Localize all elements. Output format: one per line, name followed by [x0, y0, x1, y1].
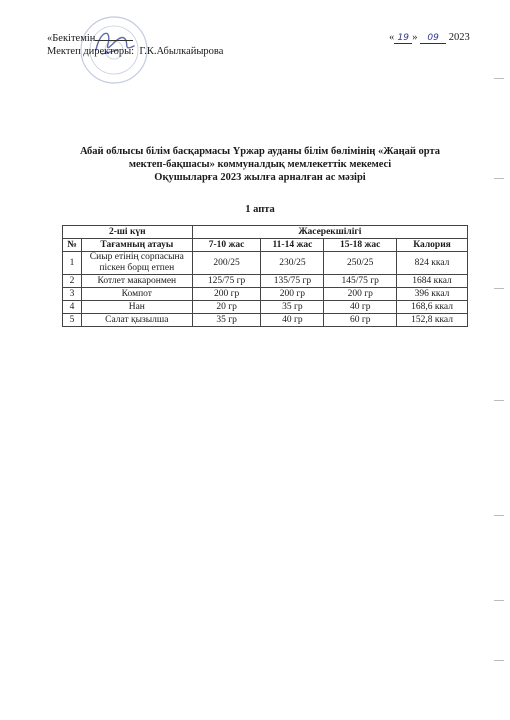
- scan-mark: [494, 400, 504, 401]
- row-calories: 1684 ккал: [397, 275, 468, 288]
- row-dish-name: Салат қызылша: [81, 314, 192, 327]
- row-portion-11-14: 40 гр: [261, 314, 324, 327]
- row-portion-11-14: 200 гр: [261, 288, 324, 301]
- date-close-quote: »: [412, 32, 418, 43]
- col-calorie-header: Калория: [397, 239, 468, 252]
- director-name: Г.К.Абылкайырова: [139, 46, 224, 57]
- document-title: [70, 145, 450, 184]
- table-row: [63, 301, 468, 314]
- row-dish-name: Нан: [81, 301, 192, 314]
- col-name-header: Тағамның атауы: [81, 239, 192, 252]
- title-line-3: Оқушыларға 2023 жылға арналған ас мәзірі: [154, 172, 366, 183]
- date-month: 09: [427, 33, 439, 43]
- table-row: [63, 275, 468, 288]
- scan-mark: [494, 515, 504, 516]
- row-portion-7-10: 20 гр: [192, 301, 261, 314]
- row-calories: 396 ккал: [397, 288, 468, 301]
- approval-date: [389, 32, 470, 44]
- row-portion-15-18: 200 гр: [324, 288, 397, 301]
- date-open-quote: «: [389, 32, 395, 43]
- col-age-15-18-header: 15-18 жас: [324, 239, 397, 252]
- table-row: [63, 252, 468, 275]
- row-portion-7-10: 35 гр: [192, 314, 261, 327]
- scan-mark: [494, 600, 504, 601]
- approve-word: «Бекітемін: [47, 33, 96, 44]
- scan-mark: [494, 178, 504, 179]
- row-calories: 824 ккал: [397, 252, 468, 275]
- row-no: 5: [63, 314, 82, 327]
- row-portion-15-18: 250/25: [324, 252, 397, 275]
- row-portion-11-14: 135/75 гр: [261, 275, 324, 288]
- row-portion-11-14: 230/25: [261, 252, 324, 275]
- row-no: 3: [63, 288, 82, 301]
- row-portion-15-18: 40 гр: [324, 301, 397, 314]
- table-header-row-1: [63, 226, 468, 239]
- title-line-1: Абай облысы білім басқармасы Үржар ауданы білім бөлімінің «Жаңай орта: [79, 146, 441, 157]
- age-header: Жасерекшілігі: [192, 226, 467, 239]
- row-calories: 152,8 ккал: [397, 314, 468, 327]
- menu-table: [62, 225, 468, 327]
- day-header: 2-ші күн: [63, 226, 193, 239]
- row-dish-name: Сиыр етінің сорпасына піскен борщ етпен: [81, 252, 192, 275]
- row-dish-name: Котлет макаронмен: [81, 275, 192, 288]
- date-day: 19: [397, 33, 409, 43]
- row-portion-7-10: 200/25: [192, 252, 261, 275]
- col-age-11-14-header: 11-14 жас: [261, 239, 324, 252]
- scan-mark: [494, 78, 504, 79]
- col-no-header: №: [63, 239, 82, 252]
- table-row: [63, 288, 468, 301]
- row-portion-11-14: 35 гр: [261, 301, 324, 314]
- table-header-row-2: [63, 239, 468, 252]
- week-label: 1 апта: [245, 204, 275, 215]
- signature-line: [95, 40, 133, 41]
- row-calories: 168,6 ккал: [397, 301, 468, 314]
- row-portion-15-18: 60 гр: [324, 314, 397, 327]
- date-year: 2023: [448, 32, 470, 43]
- director-label: Мектеп директоры:: [47, 46, 135, 57]
- row-portion-7-10: 200 гр: [192, 288, 261, 301]
- scan-mark: [494, 288, 504, 289]
- row-portion-7-10: 125/75 гр: [192, 275, 261, 288]
- row-portion-15-18: 145/75 гр: [324, 275, 397, 288]
- approval-block: [47, 32, 223, 58]
- scan-mark: [494, 660, 504, 661]
- row-no: 1: [63, 252, 82, 275]
- title-line-2: мектеп-бақшасы» коммуналдық мемлекеттік мекемесі: [128, 159, 392, 170]
- table-row: [63, 314, 468, 327]
- row-dish-name: Компот: [81, 288, 192, 301]
- row-no: 2: [63, 275, 82, 288]
- row-no: 4: [63, 301, 82, 314]
- col-age-7-10-header: 7-10 жас: [192, 239, 261, 252]
